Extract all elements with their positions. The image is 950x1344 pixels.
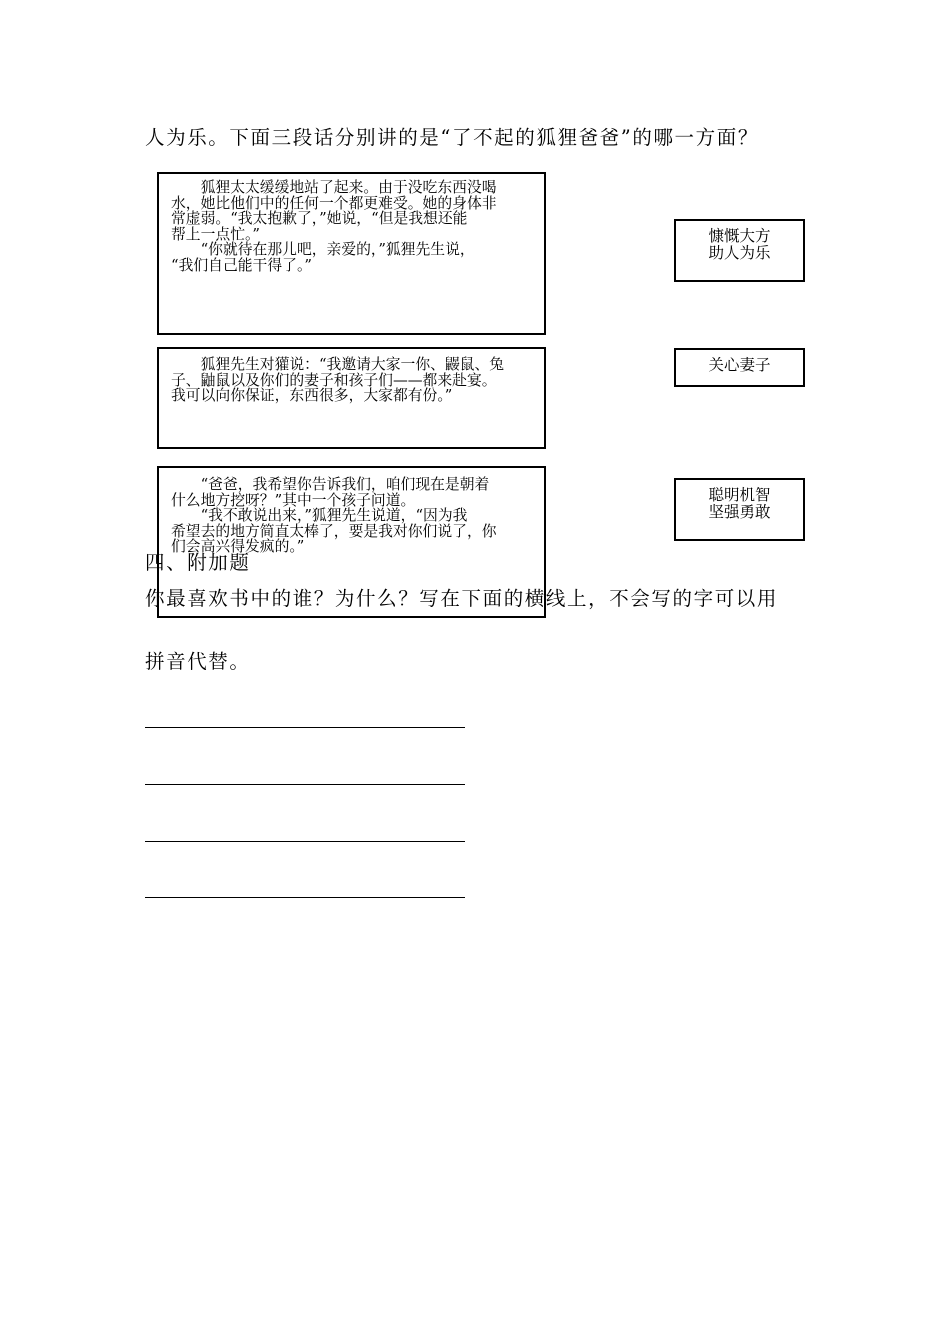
passage-line: 子、鼬鼠以及你们的妻子和孩子们——都来赴宴。: [171, 371, 497, 389]
choice-text-1: [674, 228, 805, 261]
choice-line: 慷慨大方: [708, 227, 771, 245]
passage-line: “我们自己能干得了。”: [171, 256, 312, 274]
question-text-line2: 拼音代替。: [145, 650, 251, 673]
intro-text: 人为乐。下面三段话分别讲的是“了不起的狐狸爸爸”的哪一方面？: [145, 126, 759, 149]
passage-line: “爸爸，我希望你告诉我们，咱们现在是朝着: [171, 476, 490, 493]
answer-line-4[interactable]: [145, 897, 465, 898]
passage-line: 水，她比他们中的任何一个都更难受。她的身体非: [171, 194, 497, 212]
choice-line: 关心妻子: [708, 356, 771, 374]
passage-line: “我不敢说出来，”狐狸先生说道，“因为我: [171, 507, 468, 525]
answer-line-3[interactable]: [145, 841, 465, 842]
passage-line: 帮上一点忙。”: [171, 225, 260, 243]
passage-line: 狐狸先生对獾说：“我邀请大家一你、鼹鼠、兔: [171, 356, 505, 373]
choice-line: 聪明机智: [708, 486, 771, 504]
passage-text-1: [171, 180, 497, 274]
passage-line: 们会高兴得发疯的。”: [171, 538, 305, 556]
section-title: 四、附加题: [145, 551, 251, 574]
passage-text-3: [171, 477, 497, 555]
passage-line: “你就待在那儿吧，亲爱的，”狐狸先生说，: [171, 241, 475, 259]
answer-line-2[interactable]: [145, 784, 465, 785]
choice-text-3: [674, 487, 805, 520]
passage-line: 我可以向你保证，东西很多，大家都有份。”: [171, 387, 453, 405]
passage-line: 什么地方挖呀？”其中一个孩子问道。: [171, 491, 416, 509]
passage-line: 狐狸太太缓缓地站了起来。由于没吃东西没喝: [171, 179, 497, 196]
passage-text-2: [171, 357, 504, 404]
passage-line: 希望去的地方简直太棒了，要是我对你们说了，你: [171, 522, 497, 540]
choice-line: 助人为乐: [708, 243, 771, 262]
choice-text-2: [674, 357, 805, 374]
question-text-line1: 你最喜欢书中的谁？为什么？写在下面的横线上，不会写的字可以用: [145, 587, 779, 610]
choice-line: 坚强勇敢: [708, 502, 771, 521]
passage-line: 常虚弱。“我太抱歉了，”她说，“但是我想还能: [171, 210, 468, 228]
answer-line-1[interactable]: [145, 727, 465, 728]
